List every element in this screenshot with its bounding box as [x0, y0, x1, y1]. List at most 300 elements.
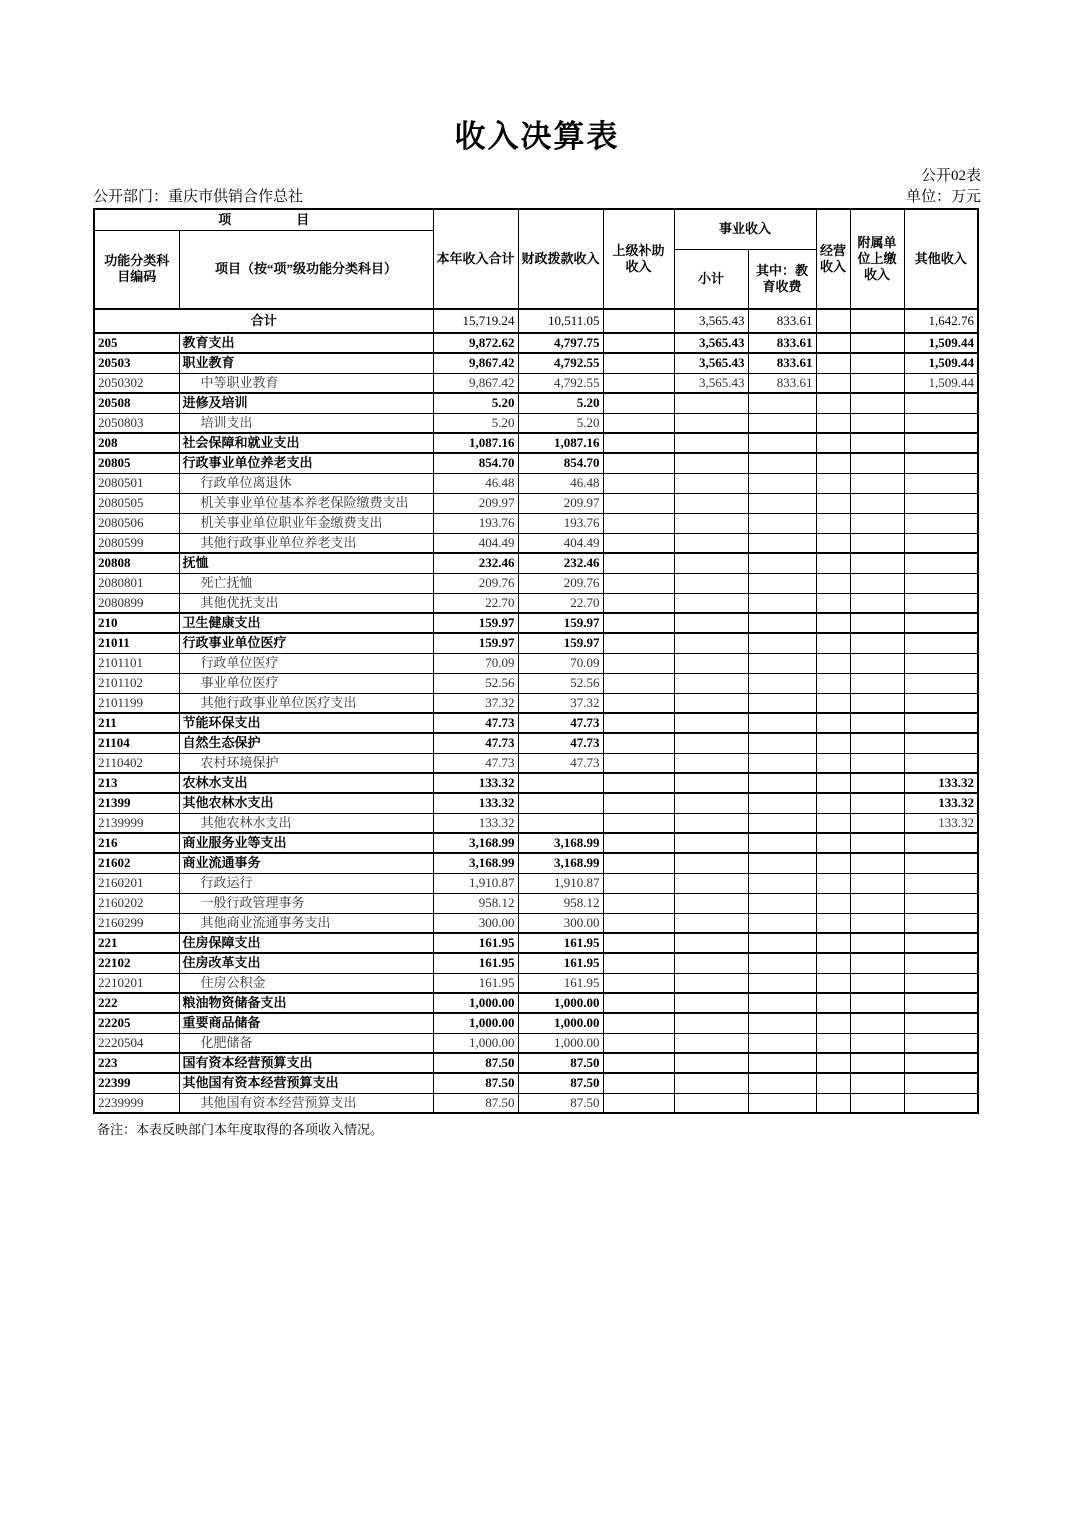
value-superior-subsidy	[603, 373, 674, 393]
table-row	[94, 1033, 978, 1053]
row-code: 22399	[94, 1073, 179, 1093]
row-code: 213	[94, 773, 179, 793]
value-annual-total: 161.95	[433, 953, 518, 973]
value-superior-subsidy	[603, 693, 674, 713]
table-row	[94, 893, 978, 913]
row-code: 2220504	[94, 1033, 179, 1053]
row-name: 社会保障和就业支出	[179, 433, 433, 453]
value-superior-subsidy	[603, 733, 674, 753]
value-business-subtotal	[674, 593, 748, 613]
value-education-fee	[748, 453, 816, 473]
value-business-subtotal	[674, 953, 748, 973]
value-annual-total: 46.48	[433, 473, 518, 493]
value-other-income	[904, 1053, 978, 1073]
value-affiliate-remit	[850, 1033, 904, 1053]
row-name: 行政单位离退休	[179, 473, 433, 493]
row-name: 其他农林水支出	[179, 813, 433, 833]
value-annual-total: 5.20	[433, 393, 518, 413]
value-fiscal-appropriation: 404.49	[518, 533, 603, 553]
value-superior-subsidy	[603, 573, 674, 593]
value-superior-subsidy	[603, 633, 674, 653]
row-name: 节能环保支出	[179, 713, 433, 733]
value-affiliate-remit	[850, 693, 904, 713]
value-other-income	[904, 633, 978, 653]
value-annual-total: 87.50	[433, 1053, 518, 1073]
value-operating-income	[816, 413, 850, 433]
header-function-code: 功能分类科目编码	[94, 230, 179, 309]
value-superior-subsidy	[603, 453, 674, 473]
value-other-income	[904, 673, 978, 693]
value-other-income	[904, 493, 978, 513]
row-name: 农林水支出	[179, 773, 433, 793]
row-name: 商业服务业等支出	[179, 833, 433, 853]
value-other-income	[904, 893, 978, 913]
value-education-fee	[748, 713, 816, 733]
header-business-subtotal: 小计	[674, 249, 748, 309]
value-operating-income	[816, 333, 850, 353]
row-name: 重要商品储备	[179, 1013, 433, 1033]
value-superior-subsidy	[603, 973, 674, 993]
value-operating-income	[816, 693, 850, 713]
value-affiliate-remit	[850, 373, 904, 393]
row-name: 教育支出	[179, 333, 433, 353]
table-row	[94, 873, 978, 893]
value-superior-subsidy	[603, 473, 674, 493]
value-other-income: 1,642.76	[904, 309, 978, 333]
value-fiscal-appropriation: 4,797.75	[518, 333, 603, 353]
value-fiscal-appropriation: 1,000.00	[518, 1013, 603, 1033]
value-superior-subsidy	[603, 793, 674, 813]
row-code: 2160299	[94, 913, 179, 933]
table-row	[94, 793, 978, 813]
value-affiliate-remit	[850, 493, 904, 513]
value-other-income	[904, 553, 978, 573]
value-operating-income	[816, 473, 850, 493]
value-education-fee	[748, 513, 816, 533]
value-other-income	[904, 613, 978, 633]
row-code: 2080801	[94, 573, 179, 593]
value-annual-total: 3,168.99	[433, 853, 518, 873]
value-affiliate-remit	[850, 893, 904, 913]
value-fiscal-appropriation: 209.76	[518, 573, 603, 593]
value-fiscal-appropriation: 3,168.99	[518, 853, 603, 873]
value-annual-total: 22.70	[433, 593, 518, 613]
footnote: 备注：本表反映部门本年度取得的各项收入情况。	[97, 1122, 384, 1137]
value-affiliate-remit	[850, 413, 904, 433]
row-code: 2101199	[94, 693, 179, 713]
value-annual-total: 47.73	[433, 713, 518, 733]
row-code: 2101102	[94, 673, 179, 693]
row-code: 21011	[94, 633, 179, 653]
value-other-income: 1,509.44	[904, 353, 978, 373]
value-education-fee	[748, 953, 816, 973]
row-code: 20508	[94, 393, 179, 413]
value-business-subtotal	[674, 553, 748, 573]
value-business-subtotal	[674, 413, 748, 433]
value-annual-total: 9,867.42	[433, 373, 518, 393]
value-education-fee	[748, 633, 816, 653]
value-annual-total: 1,910.87	[433, 873, 518, 893]
value-annual-total: 5.20	[433, 413, 518, 433]
value-operating-income	[816, 953, 850, 973]
value-affiliate-remit	[850, 973, 904, 993]
value-other-income: 133.32	[904, 773, 978, 793]
value-superior-subsidy	[603, 753, 674, 773]
value-other-income	[904, 393, 978, 413]
value-affiliate-remit	[850, 913, 904, 933]
value-superior-subsidy	[603, 513, 674, 533]
table-row	[94, 493, 978, 513]
row-code: 21602	[94, 853, 179, 873]
value-fiscal-appropriation: 52.56	[518, 673, 603, 693]
value-affiliate-remit	[850, 1093, 904, 1113]
value-affiliate-remit	[850, 533, 904, 553]
value-fiscal-appropriation	[518, 813, 603, 833]
value-operating-income	[816, 1013, 850, 1033]
value-other-income	[904, 433, 978, 453]
value-affiliate-remit	[850, 613, 904, 633]
value-education-fee	[748, 1013, 816, 1033]
value-annual-total: 159.97	[433, 613, 518, 633]
value-annual-total: 854.70	[433, 453, 518, 473]
value-superior-subsidy	[603, 353, 674, 373]
value-affiliate-remit	[850, 653, 904, 673]
row-code: 2210201	[94, 973, 179, 993]
value-fiscal-appropriation: 159.97	[518, 613, 603, 633]
value-annual-total: 87.50	[433, 1093, 518, 1113]
value-annual-total: 47.73	[433, 753, 518, 773]
value-annual-total: 47.73	[433, 733, 518, 753]
row-name: 商业流通事务	[179, 853, 433, 873]
header-education-fee: 其中：教育收费	[748, 249, 816, 309]
value-affiliate-remit	[850, 793, 904, 813]
value-business-subtotal	[674, 453, 748, 473]
row-code: 2080599	[94, 533, 179, 553]
row-name: 自然生态保护	[179, 733, 433, 753]
value-superior-subsidy	[603, 1073, 674, 1093]
value-annual-total: 300.00	[433, 913, 518, 933]
value-annual-total: 37.32	[433, 693, 518, 713]
value-operating-income	[816, 973, 850, 993]
value-annual-total: 958.12	[433, 893, 518, 913]
value-education-fee	[748, 653, 816, 673]
row-name: 其他农林水支出	[179, 793, 433, 813]
value-education-fee	[748, 413, 816, 433]
table-row	[94, 373, 978, 393]
value-fiscal-appropriation: 1,910.87	[518, 873, 603, 893]
value-other-income: 1,509.44	[904, 373, 978, 393]
row-name: 住房改革支出	[179, 953, 433, 973]
row-code: 21399	[94, 793, 179, 813]
value-superior-subsidy	[603, 553, 674, 573]
value-other-income	[904, 753, 978, 773]
unit-label: 单位：万元	[905, 189, 981, 205]
table-row	[94, 1073, 978, 1093]
value-other-income	[904, 833, 978, 853]
value-education-fee	[748, 613, 816, 633]
value-education-fee	[748, 773, 816, 793]
value-education-fee	[748, 733, 816, 753]
value-operating-income	[816, 733, 850, 753]
row-name: 行政单位医疗	[179, 653, 433, 673]
value-business-subtotal	[674, 1073, 748, 1093]
header-affiliate-remit: 附属单位上缴收入	[850, 209, 904, 309]
value-superior-subsidy	[603, 333, 674, 353]
value-affiliate-remit	[850, 353, 904, 373]
value-fiscal-appropriation: 87.50	[518, 1053, 603, 1073]
value-other-income	[904, 933, 978, 953]
row-code: 221	[94, 933, 179, 953]
value-fiscal-appropriation: 854.70	[518, 453, 603, 473]
row-total-label: 合计	[94, 309, 433, 333]
value-other-income	[904, 993, 978, 1013]
value-other-income: 133.32	[904, 793, 978, 813]
value-annual-total: 193.76	[433, 513, 518, 533]
row-code: 222	[94, 993, 179, 1013]
row-code: 223	[94, 1053, 179, 1073]
value-education-fee	[748, 533, 816, 553]
row-name: 死亡抚恤	[179, 573, 433, 593]
value-operating-income	[816, 833, 850, 853]
value-superior-subsidy	[603, 713, 674, 733]
value-education-fee	[748, 993, 816, 1013]
row-name: 进修及培训	[179, 393, 433, 413]
value-business-subtotal	[674, 893, 748, 913]
value-fiscal-appropriation: 1,087.16	[518, 433, 603, 453]
value-other-income: 1,509.44	[904, 333, 978, 353]
value-superior-subsidy	[603, 893, 674, 913]
value-education-fee	[748, 433, 816, 453]
value-education-fee	[748, 973, 816, 993]
value-other-income	[904, 713, 978, 733]
value-education-fee	[748, 813, 816, 833]
value-education-fee: 833.61	[748, 309, 816, 333]
value-operating-income	[816, 1073, 850, 1093]
value-operating-income	[816, 593, 850, 613]
value-operating-income	[816, 553, 850, 573]
value-business-subtotal: 3,565.43	[674, 373, 748, 393]
value-operating-income	[816, 573, 850, 593]
value-annual-total: 161.95	[433, 933, 518, 953]
header-other-income: 其他收入	[904, 209, 978, 309]
value-other-income	[904, 573, 978, 593]
row-name: 农村环境保护	[179, 753, 433, 773]
revenue-table	[93, 208, 979, 1114]
value-superior-subsidy	[603, 1053, 674, 1073]
value-annual-total: 404.49	[433, 533, 518, 553]
table-row	[94, 813, 978, 833]
value-fiscal-appropriation: 3,168.99	[518, 833, 603, 853]
value-superior-subsidy	[603, 593, 674, 613]
value-business-subtotal	[674, 933, 748, 953]
value-operating-income	[816, 773, 850, 793]
value-operating-income	[816, 813, 850, 833]
row-code: 2160201	[94, 873, 179, 893]
value-education-fee	[748, 933, 816, 953]
value-affiliate-remit	[850, 673, 904, 693]
value-business-subtotal	[674, 433, 748, 453]
value-business-subtotal	[674, 633, 748, 653]
value-fiscal-appropriation: 46.48	[518, 473, 603, 493]
row-code: 211	[94, 713, 179, 733]
value-business-subtotal	[674, 573, 748, 593]
value-education-fee	[748, 473, 816, 493]
row-code: 205	[94, 333, 179, 353]
row-code: 2160202	[94, 893, 179, 913]
value-other-income: 133.32	[904, 813, 978, 833]
value-business-subtotal	[674, 393, 748, 413]
value-annual-total: 161.95	[433, 973, 518, 993]
value-affiliate-remit	[850, 573, 904, 593]
table-row	[94, 353, 978, 373]
value-operating-income	[816, 933, 850, 953]
table-row	[94, 673, 978, 693]
value-fiscal-appropriation: 1,000.00	[518, 993, 603, 1013]
table-row	[94, 533, 978, 553]
value-business-subtotal	[674, 513, 748, 533]
value-operating-income	[816, 1053, 850, 1073]
table-row	[94, 1013, 978, 1033]
row-name: 培训支出	[179, 413, 433, 433]
value-other-income	[904, 473, 978, 493]
value-annual-total: 15,719.24	[433, 309, 518, 333]
value-business-subtotal	[674, 973, 748, 993]
row-name: 其他优抚支出	[179, 593, 433, 613]
row-code: 2080505	[94, 493, 179, 513]
value-affiliate-remit	[850, 1013, 904, 1033]
value-annual-total: 9,867.42	[433, 353, 518, 373]
value-superior-subsidy	[603, 533, 674, 553]
value-business-subtotal: 3,565.43	[674, 353, 748, 373]
value-affiliate-remit	[850, 813, 904, 833]
row-code: 2050302	[94, 373, 179, 393]
department-label: 公开部门：重庆市供销合作总社	[93, 189, 304, 205]
value-affiliate-remit	[850, 733, 904, 753]
value-education-fee	[748, 893, 816, 913]
value-affiliate-remit	[850, 773, 904, 793]
value-business-subtotal	[674, 1093, 748, 1113]
table-row	[94, 653, 978, 673]
value-business-subtotal	[674, 693, 748, 713]
value-business-subtotal	[674, 833, 748, 853]
value-superior-subsidy	[603, 853, 674, 873]
value-education-fee: 833.61	[748, 353, 816, 373]
value-education-fee	[748, 693, 816, 713]
row-code: 2080899	[94, 593, 179, 613]
value-business-subtotal	[674, 673, 748, 693]
row-code: 22102	[94, 953, 179, 973]
value-fiscal-appropriation: 161.95	[518, 933, 603, 953]
value-operating-income	[816, 853, 850, 873]
value-operating-income	[816, 713, 850, 733]
table-row	[94, 693, 978, 713]
header-item-group: 项 目	[94, 209, 433, 230]
header-annual-total: 本年收入合计	[433, 209, 518, 309]
row-code: 22205	[94, 1013, 179, 1033]
row-code: 21104	[94, 733, 179, 753]
row-code: 2080506	[94, 513, 179, 533]
value-superior-subsidy	[603, 613, 674, 633]
value-business-subtotal	[674, 1053, 748, 1073]
value-other-income	[904, 413, 978, 433]
value-affiliate-remit	[850, 1073, 904, 1093]
table-row	[94, 953, 978, 973]
table-row	[94, 553, 978, 573]
value-annual-total: 133.32	[433, 793, 518, 813]
row-name: 其他国有资本经营预算支出	[179, 1073, 433, 1093]
value-affiliate-remit	[850, 633, 904, 653]
value-affiliate-remit	[850, 833, 904, 853]
header-superior-subsidy: 上级补助收入	[603, 209, 674, 309]
value-fiscal-appropriation: 5.20	[518, 413, 603, 433]
row-name: 一般行政管理事务	[179, 893, 433, 913]
row-code: 2139999	[94, 813, 179, 833]
value-fiscal-appropriation	[518, 773, 603, 793]
value-superior-subsidy	[603, 653, 674, 673]
row-name: 行政事业单位养老支出	[179, 453, 433, 473]
table-row	[94, 333, 978, 353]
value-superior-subsidy	[603, 833, 674, 853]
value-superior-subsidy	[603, 773, 674, 793]
value-business-subtotal	[674, 1013, 748, 1033]
value-fiscal-appropriation: 958.12	[518, 893, 603, 913]
value-fiscal-appropriation: 10,511.05	[518, 309, 603, 333]
value-other-income	[904, 853, 978, 873]
row-name: 行政运行	[179, 873, 433, 893]
value-affiliate-remit	[850, 393, 904, 413]
table-body	[94, 309, 978, 1113]
table-row	[94, 413, 978, 433]
value-annual-total: 209.97	[433, 493, 518, 513]
value-annual-total: 9,872.62	[433, 333, 518, 353]
value-business-subtotal	[674, 473, 748, 493]
row-code: 2080501	[94, 473, 179, 493]
value-annual-total: 1,000.00	[433, 993, 518, 1013]
value-operating-income	[816, 373, 850, 393]
value-other-income	[904, 513, 978, 533]
value-affiliate-remit	[850, 453, 904, 473]
value-fiscal-appropriation	[518, 793, 603, 813]
value-superior-subsidy	[603, 1093, 674, 1113]
value-other-income	[904, 913, 978, 933]
row-name: 其他国有资本经营预算支出	[179, 1093, 433, 1113]
value-operating-income	[816, 873, 850, 893]
value-education-fee	[748, 493, 816, 513]
row-name: 其他行政事业单位医疗支出	[179, 693, 433, 713]
value-education-fee	[748, 873, 816, 893]
value-affiliate-remit	[850, 933, 904, 953]
value-superior-subsidy	[603, 1033, 674, 1053]
value-education-fee	[748, 853, 816, 873]
value-annual-total: 133.32	[433, 813, 518, 833]
meta-line	[93, 187, 981, 208]
value-operating-income	[816, 893, 850, 913]
row-name: 住房保障支出	[179, 933, 433, 953]
value-operating-income	[816, 653, 850, 673]
value-fiscal-appropriation: 37.32	[518, 693, 603, 713]
value-affiliate-remit	[850, 473, 904, 493]
value-annual-total: 133.32	[433, 773, 518, 793]
value-fiscal-appropriation: 161.95	[518, 953, 603, 973]
value-operating-income	[816, 793, 850, 813]
value-affiliate-remit	[850, 309, 904, 333]
row-code: 20805	[94, 453, 179, 473]
value-affiliate-remit	[850, 1053, 904, 1073]
value-other-income	[904, 873, 978, 893]
value-education-fee	[748, 1053, 816, 1073]
value-affiliate-remit	[850, 853, 904, 873]
table-row	[94, 633, 978, 653]
